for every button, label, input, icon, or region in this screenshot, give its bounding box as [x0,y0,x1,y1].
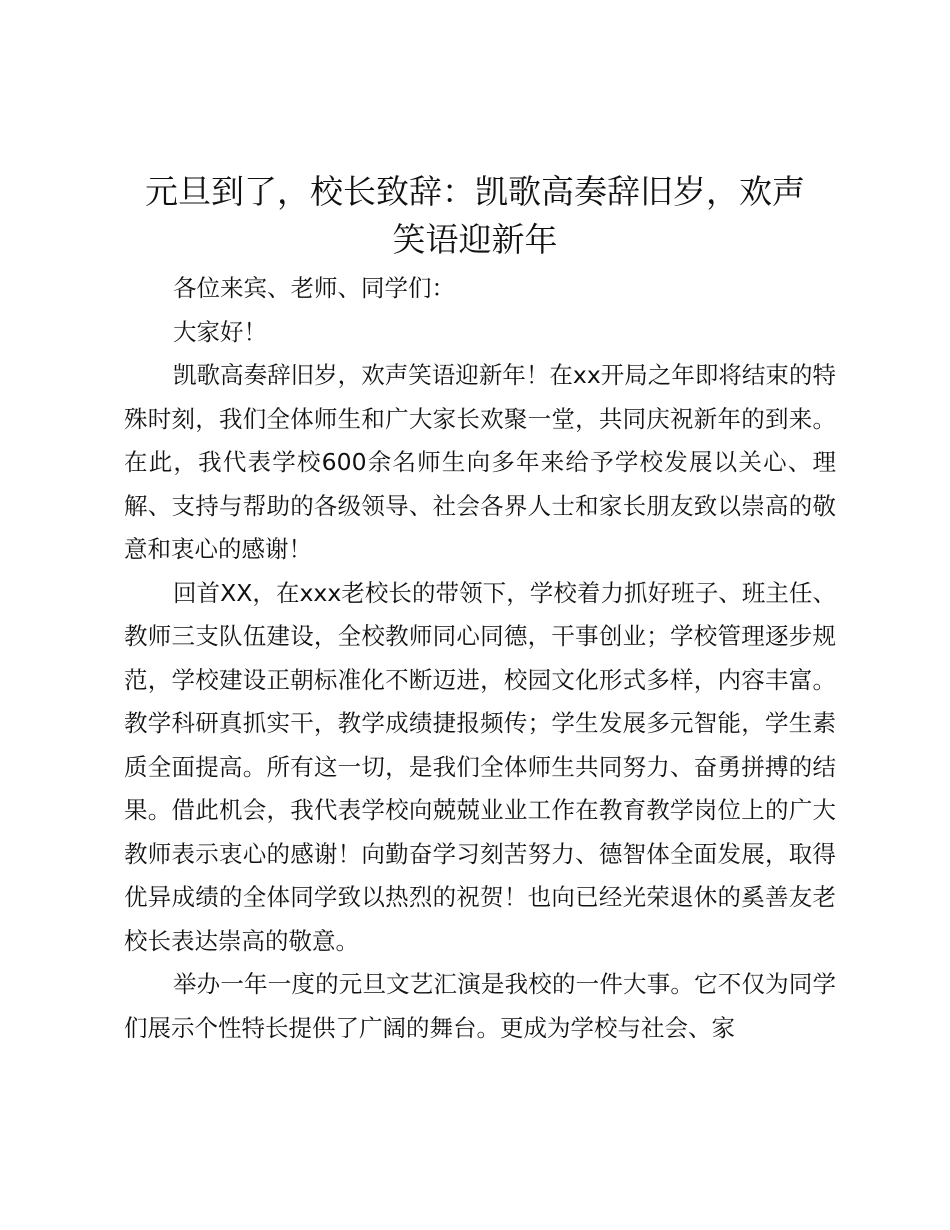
review-paragraph: 回首XX，在xxx老校长的带领下，学校着力抓好班子、班主任、教师三支队伍建设，全校教师同心同德，干事创业；学校管理逐步规范，学校建设正朝标准化不断迈进，校园文化形式多样，内容丰富。教学科研真抓实干，教学成绩捷报频传；学生发展多元智能，学生素质全面提高。所有这一切，是我们全体师生共同努力、奋勇拼搏的结果。借此机会，我代表学校向兢兢业业工作在教育教学岗位上的广大教师表示衷心的感谢！向勤奋学习刻苦努力、德智体全面发展，取得优异成绩的全体同学致以热烈的祝贺！也向已经光荣退休的奚善友老校长表达崇高的敬意。 [124,578,836,955]
opening-paragraph: 凯歌高奏辞旧岁，欢声笑语迎新年！在xx开局之年即将结束的特殊时刻，我们全体师生和广大家长欢聚一堂，共同庆祝新年的到来。在此，我代表学校600余名师生向多年来给予学校发展以关心、理解、支持与帮助的各级领导、社会各界人士和家长朋友致以崇高的敬意和衷心的感谢！ [124,361,836,563]
greeting-paragraph: 大家好！ [173,317,267,346]
title-line-2: 笑语迎新年 [392,220,558,259]
document-body [124,267,836,1050]
title-line-1: 元旦到了，校长致辞：凯歌高奏辞旧岁，欢声 [145,172,805,211]
salutation-paragraph: 各位来宾、老师、同学们： [173,274,455,302]
performance-paragraph: 举办一年一度的元旦文艺汇演是我校的一件大事。它不仅为同学们展示个性特长提供了广阔的舞台。更成为学校与社会、家 [124,970,836,1042]
document-title [100,168,850,264]
